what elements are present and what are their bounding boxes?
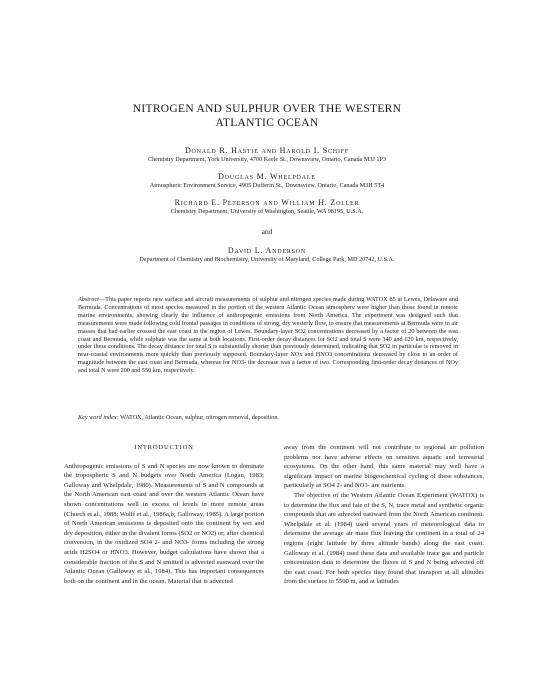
body-column-right (284, 443, 484, 587)
keywords-label: Key word index: (78, 414, 119, 421)
affiliation-york: Chemistry Department, York University, 4700 Keele St., Downsview, Ontario, Canada M3J 1P3 (147, 156, 387, 163)
intro-paragraph-2: The objective of the Western Atlantic Ocean Experiment (WATOX) is to determine the flux and fate of the S, N, trace metal and synthetic organic compounds that are advected eastward from the North American continent. Whelpdale et al. (1984) used several years of meteorological data to determine the average air mass flux leaving the continent in a total of 24 regions (eight latitude by three altitude bands) along the east coast. Galloway et al. (1984) used these data and available trace gas and particle concentration data to determine the fluxes of S and N being advected off the east coast. For both species they found that transport at all altitudes from the surface to 5500 m, and at latitudes (284, 491, 484, 586)
and-connector: and (261, 227, 273, 236)
title-line-1: NITROGEN AND SULPHUR OVER THE WESTERN (132, 103, 402, 115)
author-anderson: David L. Anderson (227, 246, 307, 255)
affiliation-maryland: Department of Chemistry and Biochemistry, University of Maryland, College Park, MD 20742, U.S.A. (139, 256, 395, 263)
introduction-heading: INTRODUCTION (134, 444, 194, 451)
author-peterson-zoller: Richard E. Peterson and William H. Zoller (174, 198, 360, 207)
affiliation-washington: Chemistry Department, University of Washington, Seattle, WA 98195, U.S.A. (170, 208, 364, 215)
article-title (60, 102, 474, 130)
intro-paragraph-1: Anthropogenic emissions of S and N species are now known to dominate the tropospheric S and N budgets over North America (Logan, 1983; Galloway and Whelpdale, 1980). Measurements of S and N compounds at the North American east coast and over the western Atlantic Ocean have shown concentrations well in excess of levels in more remote areas (Church et al., 1988; Wolff et al., 1986a,b; Galloway, 1985). A large portion of North American emissions is deposited onto the continent by wet and dry deposition, either in the divalent forms (SO2 or NO2) or, after chemical conversion, in the oxidized SO4 2- and NO3- forms including the strong acids H2SO4 or HNO3. However, budget calculations have shown that a considerable fraction of the S and N emitted is advected eastward over the Atlantic Ocean (Galloway et al., 1984). This has important consequences both on the continent and in the ocean. Material that is advected (64, 462, 264, 585)
author-hastie-schiff: Donald R. Hastie and Harold I. Schiff (184, 146, 350, 155)
title-line-2: ATLANTIC OCEAN (215, 117, 319, 129)
author-whelpdale: Douglas M. Whelpdale (218, 172, 316, 181)
abstract-label: Abstract (78, 296, 99, 303)
affiliation-aes: Atmospheric Environment Service, 4905 Dufferin St., Downsview, Ontario, Canada M3H 5T4 (149, 182, 385, 189)
abstract (78, 296, 458, 375)
abstract-text: —This paper reports new surface and aircraft measurements of sulphur and nitrogen species made during WATOX 85 at Lewes, Delaware and Bermuda. Concentrations of most species measured in the portion of the western Atlantic Ocean atmosphere were higher than those found in remote marine environments, showing clearly the influence of anthropogenic emissions from North America. The experiment was designed such that measurements were made following cold frontal passages in conditions of strong, dry westerly flow, to ensure that measurements at Bermuda were in air masses that had earlier crossed the east coast in the region of Lewes. Boundary-layer SO2 concentrations decreased by a factor of 20 between the east coast and Bermuda, while sulphate was the same at both locations. First-order decay distances for SO2 and total S were 340 and 620 km, respectively, under these conditions. The decay distance for total S is substantially shorter than previously determined, indicating that SO2 in particular is removed in near-coastal environments more quickly than previously supposed. Boundary-layer NOx and HNO3 concentrations decreased by close to an order of magnitude between the east coast and Bermuda, whereas for NO3- the decrease was a factor of two. Corresponding first-order decay distances of NOy and total N were 200 and 550 km, respectively. (78, 296, 458, 375)
body-column-left (64, 443, 264, 586)
keywords-text: WATOX, Atlantic Ocean, sulphur, nitrogen removal, deposition. (120, 414, 280, 421)
intro-paragraph-1-continued: away from the continent will not contribute to regional air pollution problems nor have adverse effects on sensitive aquatic and terrestrial ecosystems. On the other hand, this same material may well have a significant impact on marine biogeochemical cycling of these substances, particularly as SO4 2- and NO3- are nutrients. (284, 444, 484, 490)
keywords (78, 414, 458, 422)
